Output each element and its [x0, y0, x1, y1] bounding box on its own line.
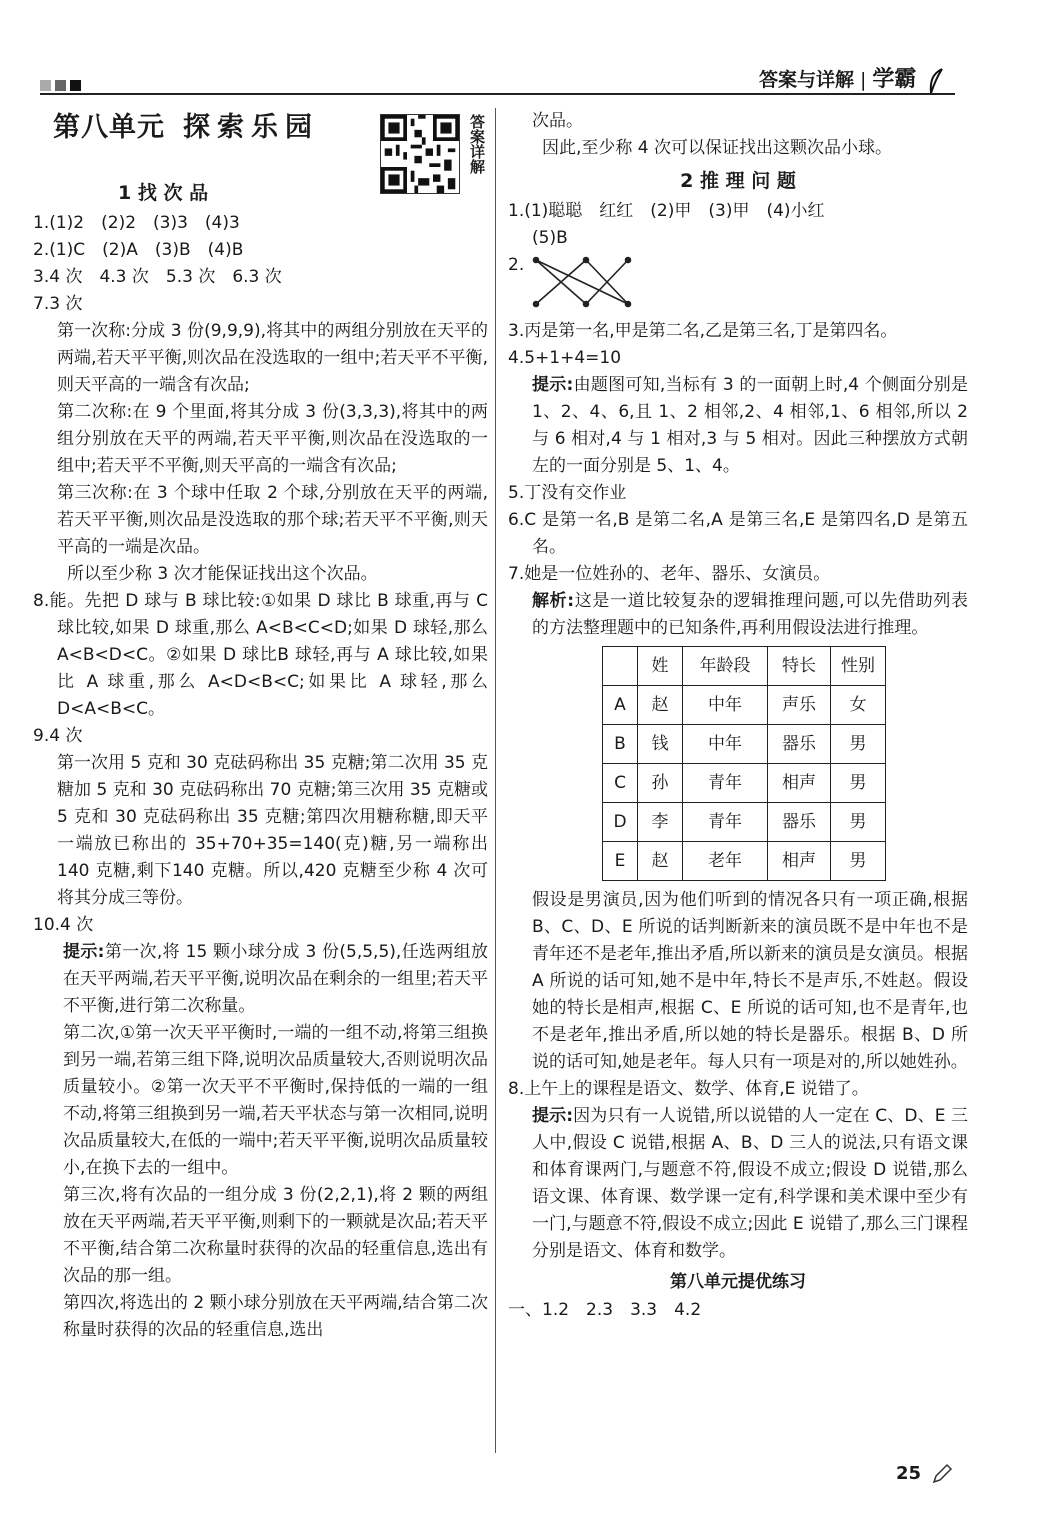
table-cell: A	[603, 686, 638, 725]
answer-line: 7.她是一位姓孙的、老年、器乐、女演员。	[508, 564, 831, 584]
header-rule	[40, 93, 955, 95]
table-cell: 钱	[638, 725, 683, 764]
table-cell: 中年	[683, 725, 768, 764]
hint-text: 因为只有一人说错,所以说错的人一定在 C、D、E 三人中,假设 C 说错,根据 A、B、D 三人的说法,只有语文课和体育课两门,与题意不符,假设不成立;假设 D 说错,那么语文课、体育课、数学课一定有,科学课和美术课中至少有一门,与题意不符,假设不成立;因此 E 说错了,那么三门课程分别是语文、体育和数学。	[532, 1106, 968, 1261]
table-cell: 男	[831, 725, 886, 764]
table-cell: D	[603, 803, 638, 842]
answer-paragraph	[33, 939, 488, 1020]
hint-label: 提示:	[532, 375, 574, 395]
answer-paragraph: 所以至少称 3 次才能保证找出这个次品。	[67, 564, 378, 584]
table-cell: 男	[831, 803, 886, 842]
hint-label: 提示:	[63, 942, 105, 962]
answer-line: 8.上午上的课程是语文、数学、体育,E 说错了。	[508, 1079, 869, 1099]
table-cell: C	[603, 764, 638, 803]
answer-paragraph: 8.能。先把 D 球与 B 球比较:①如果 D 球比 B 球重,再与 C 球比较,如果 D 球重,那么 A<B<C<D;如果 D 球轻,那么 A<B<D<C。②如果 D 球比B 球轻,再与 A 球比较,如果比 A 球重,那么 A<D<B<C;如果比 A 球轻,那么 D<A<B<C。	[33, 591, 488, 719]
table-cell: 器乐	[768, 725, 831, 764]
answer-line: 5.丁没有交作业	[508, 483, 627, 503]
qr-code[interactable]	[380, 114, 460, 194]
feather-icon	[927, 68, 945, 94]
table-cell: 赵	[638, 686, 683, 725]
answer-paragraph: 因此,至少称 4 次可以保证找出这颗次品小球。	[542, 138, 893, 158]
table-cell: 老年	[683, 842, 768, 881]
table-cell: 青年	[683, 764, 768, 803]
table-row	[603, 803, 886, 842]
answer-line: 1.(1)2 (2)2 (3)3 (4)3	[33, 213, 240, 233]
answer-label: 答案与详解	[758, 69, 854, 91]
answer-paragraph: 次品。	[532, 111, 583, 131]
table-cell: 中年	[683, 686, 768, 725]
table-header-cell: 姓	[638, 647, 683, 686]
answer-paragraph: 第三次称:在 3 个球中任取 2 个球,分别放在天平的两端,若天平平衡,则次品是没选取的那个球;若天平不平衡,则天平高的一端是次品。	[57, 483, 488, 557]
page-number: 25	[896, 1463, 953, 1485]
table-cell: 相声	[768, 842, 831, 881]
answer-paragraph: 6.C 是第一名,B 是第二名,A 是第三名,E 是第四名,D 是第五名。	[508, 510, 968, 557]
answer-line: 3.4 次 4.3 次 5.3 次 6.3 次	[33, 267, 282, 287]
table-cell: 青年	[683, 803, 768, 842]
analysis-label: 解析:	[532, 591, 575, 611]
table-cell: 声乐	[768, 686, 831, 725]
answer-paragraph	[508, 372, 968, 480]
answer-paragraph	[508, 1103, 968, 1265]
table-row	[603, 764, 886, 803]
table-cell: 器乐	[768, 803, 831, 842]
table-cell: 女	[831, 686, 886, 725]
brand-logo: 学霸	[872, 67, 917, 92]
hint-text: 由题图可知,当标有 3 的一面朝上时,4 个侧面分别是 1、2、4、6,且 1、2 相邻,2、4 相邻,1、6 相邻,所以 2 与 6 相对,4 与 1 相对,3 与 5 相对。因此三种摆放方式朝左的一面分别是 5、1、4。	[532, 375, 968, 476]
answer-line: 9.4 次	[33, 726, 83, 746]
section-title-3: 第八单元提优练习	[670, 1272, 806, 1292]
answer-line: 一、1.2 2.3 3.3 4.2	[508, 1300, 702, 1320]
answer-line: 1.(1)聪聪 红红 (2)甲 (3)甲 (4)小红	[508, 201, 825, 221]
table-row	[603, 686, 886, 725]
header-right: 答案与详解 | 学霸	[759, 62, 945, 94]
table-cell: 孙	[638, 764, 683, 803]
table-cell: E	[603, 842, 638, 881]
section-title-2: 2 推 理 问 题	[680, 170, 796, 192]
table-cell: 李	[638, 803, 683, 842]
left-column	[33, 108, 488, 1344]
answer-paragraph: 第四次,将选出的 2 颗小球分别放在天平两端,结合第二次称量时获得的次品的轻重信息,选出	[63, 1293, 488, 1340]
answer-paragraph: 假设是男演员,因为他们听到的情况各只有一项正确,根据 B、C、D、E 所说的话判断新来的演员既不是中年也不是青年还不是老年,推出矛盾,所以新来的演员是女演员。根据 A 所说的话可知,她不是中年,特长不是声乐,不姓赵。假设她的特长是相声,根据 C、E 所说的话可知,也不是青年,也不是老年,推出矛盾,所以她的特长是器乐。根据 B、D 所说的话可知,她是老年。每人只有一项是对的,所以她姓孙。	[532, 890, 968, 1072]
table-header-cell: 特长	[768, 647, 831, 686]
answer-line-2	[508, 252, 968, 318]
matching-graph	[528, 252, 638, 318]
answer-line: 4.5+1+4=10	[508, 348, 622, 368]
section-title-1: 1 找 次 品	[118, 182, 209, 204]
table-row	[603, 842, 886, 881]
table-cell: 相声	[768, 764, 831, 803]
answer-line: 10.4 次	[33, 915, 94, 935]
answer-paragraph: 第二次称:在 9 个里面,将其分成 3 份(3,3,3),将其中的两组分别放在天平的两端,若天平平衡,则次品在没选取的一组中;若天平不平衡,则天平高的一端含有次品;	[57, 402, 488, 476]
reasoning-table	[602, 646, 886, 881]
unit-title: 第八单元 探索乐园	[53, 112, 319, 143]
answer-number: 2.	[508, 255, 525, 275]
answer-paragraph: 第一次用 5 克和 30 克砝码称出 35 克糖;第二次用 35 克糖加 5 克和 30 克砝码称出 70 克糖;第三次用 35 克糖或 5 克和 30 克砝码称出 35 克糖;第四次用糖称糖,即天平一端放已称出的 35+70+35=140(克)糖,另一端称出 140 克糖,剩下140 克糖。所以,420 克糖至少称 4 次可将其分成三等份。	[57, 753, 488, 908]
answer-paragraph	[508, 588, 968, 642]
answer-paragraph: 第一次称:分成 3 份(9,9,9),将其中的两组分别放在天平的两端,若天平平衡,则次品在没选取的一组中;若天平不平衡,则天平高的一端含有次品;	[57, 321, 488, 395]
table-row	[603, 725, 886, 764]
answer-line: 7.3 次	[33, 294, 83, 314]
pencil-icon	[931, 1463, 953, 1485]
table-cell: 男	[831, 842, 886, 881]
hint-text: 第一次,将 15 颗小球分成 3 份(5,5,5),任选两组放在天平两端,若天平平衡,说明次品在剩余的一组里;若天平不平衡,进行第二次称量。	[63, 942, 488, 1016]
analysis-text: 这是一道比较复杂的逻辑推理问题,可以先借助列表的方法整理题中的已知条件,再利用假设法进行推理。	[532, 591, 968, 638]
table-header-row	[603, 647, 886, 686]
answer-paragraph: 3.丙是第一名,甲是第二名,乙是第三名,丁是第四名。	[508, 321, 898, 341]
answer-line: 2.(1)C (2)A (3)B (4)B	[33, 240, 244, 260]
table-cell: 赵	[638, 842, 683, 881]
answer-paragraph: 第二次,①第一次天平平衡时,一端的一组不动,将第三组换到另一端,若第三组下降,说明次品质量较大,否则说明次品质量较小。②第一次天平不平衡时,保持低的一端的一组不动,将第三组换到另一端,若天平状态与第一次相同,说明次品质量较大,在低的一端中;若天平平衡,说明次品质量较小,在换下去的一组中。	[63, 1023, 488, 1178]
answer-paragraph: 第三次,将有次品的一组分成 3 份(2,2,1),将 2 颗的两组放在天平两端,若天平平衡,则剩下的一颗就是次品;若天平不平衡,结合第二次称量时获得的次品的轻重信息,选出有次品的那一组。	[63, 1185, 488, 1286]
right-column	[508, 108, 968, 1324]
table-cell: B	[603, 725, 638, 764]
table-cell: 男	[831, 764, 886, 803]
table-header-cell: 年龄段	[683, 647, 768, 686]
table-header-cell	[603, 647, 638, 686]
column-divider	[495, 108, 496, 1453]
hint-label: 提示:	[532, 1106, 574, 1126]
qr-label: 答案详解	[468, 114, 486, 174]
answer-line: (5)B	[532, 228, 568, 248]
page-header	[40, 60, 945, 94]
table-header-cell: 性别	[831, 647, 886, 686]
